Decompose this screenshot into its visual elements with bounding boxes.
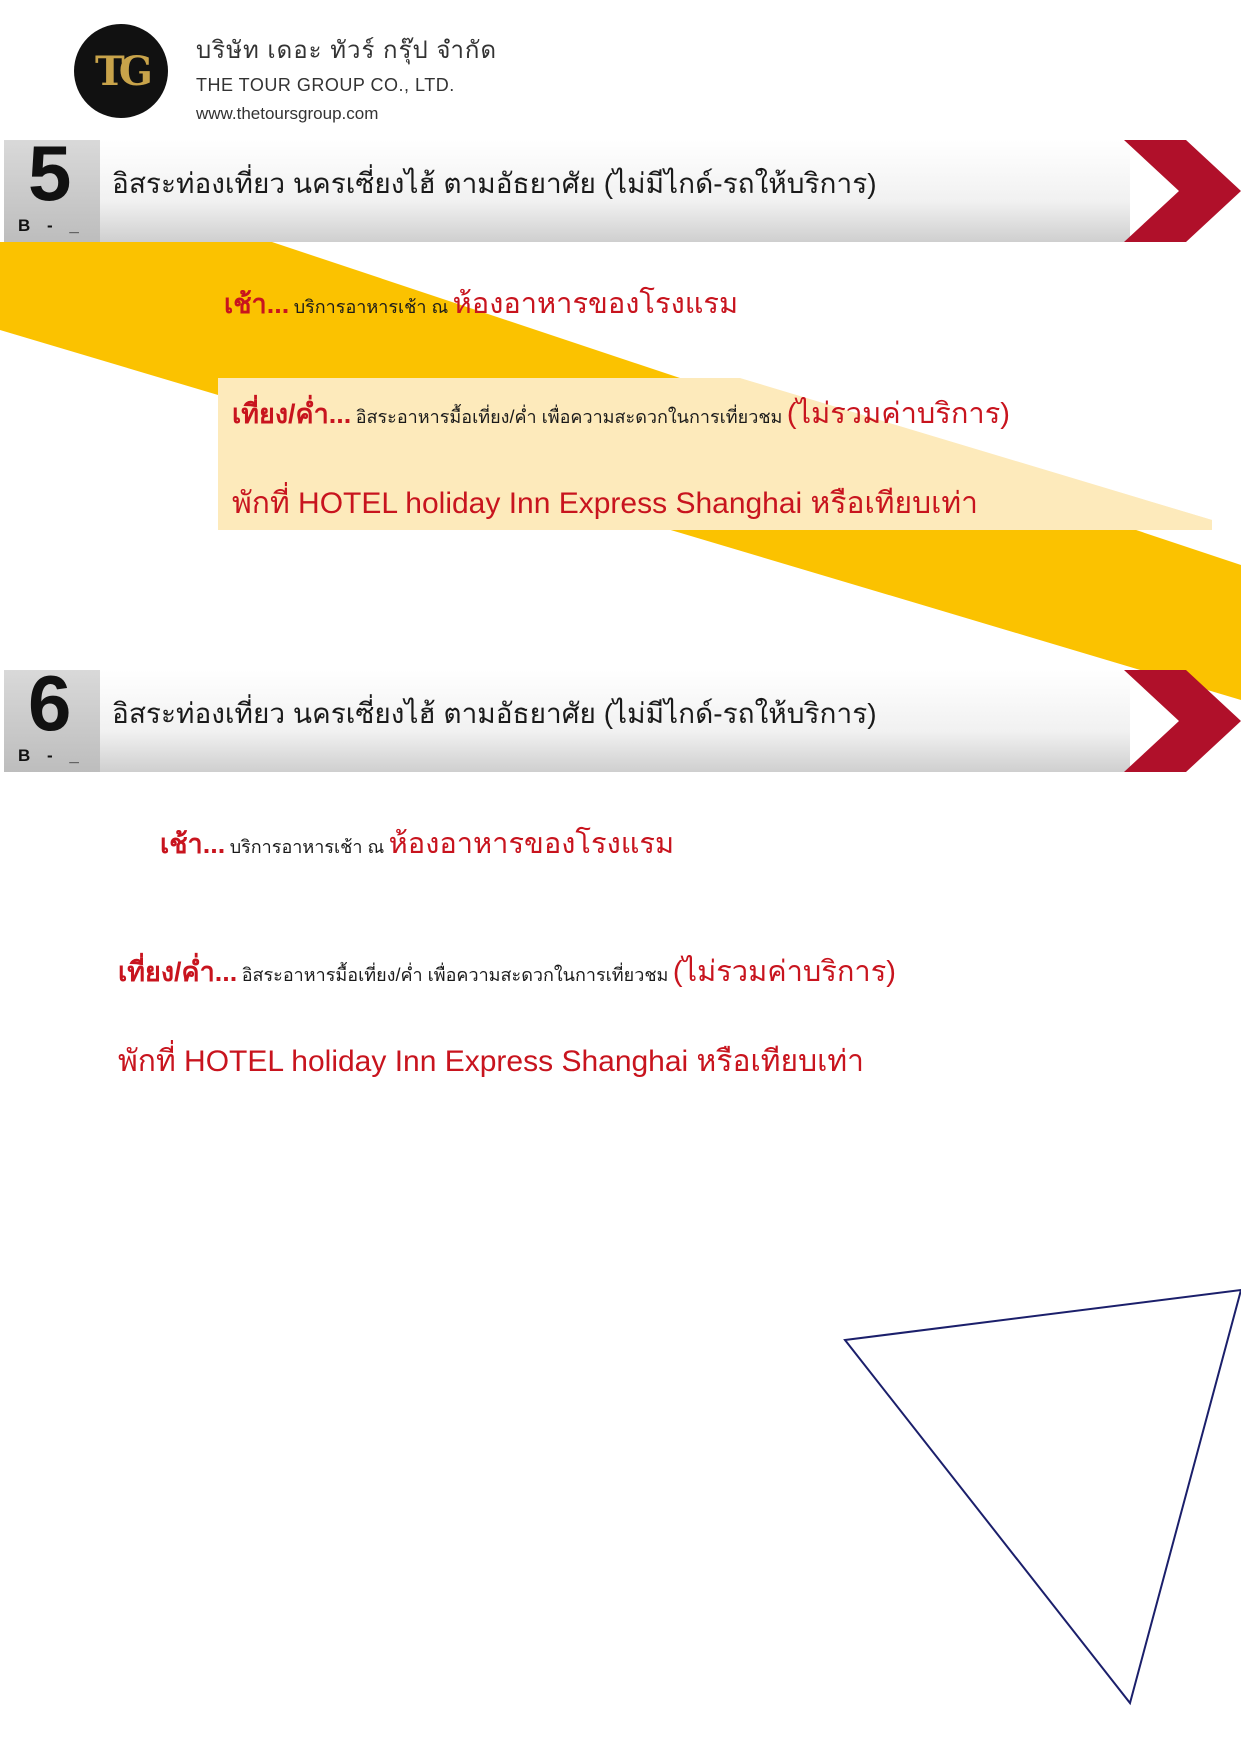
day-number-box bbox=[4, 129, 100, 242]
meal-label: เที่ยง/ค่ำ... bbox=[232, 399, 352, 429]
outline-triangle bbox=[845, 1290, 1241, 1703]
breakfast-line-6 bbox=[160, 820, 674, 866]
company-logo bbox=[74, 24, 168, 118]
breakfast-place: ห้องอาหารของโรงแรม bbox=[452, 288, 739, 320]
breakfast-text: บริการอาหารเช้า ณ bbox=[293, 297, 449, 317]
day-title: อิสระท่องเที่ยว นครเซี่ยงไฮ้ ตามอัธยาศัย (ไม่มีไกด์-รถให้บริการ) bbox=[112, 698, 877, 729]
day-number: 6 bbox=[28, 659, 72, 747]
breakfast-label: เช้า... bbox=[224, 289, 290, 319]
day-banner-5 bbox=[4, 129, 1241, 242]
breakfast-label: เช้า... bbox=[160, 829, 226, 859]
meal-text: อิสระอาหารมื้อเที่ยง/ค่ำ เพื่อความสะดวกในการเที่ยวชม bbox=[355, 407, 783, 427]
company-name-en: THE TOUR GROUP CO., LTD. bbox=[196, 75, 455, 95]
breakfast-text: บริการอาหารเช้า ณ bbox=[229, 837, 385, 857]
meal-line-6 bbox=[118, 948, 896, 994]
meal-note: (ไม่รวมค่าบริการ) bbox=[786, 398, 1010, 430]
day-meal-code: B - _ bbox=[18, 746, 85, 765]
hotel-line-5: พักที่ HOTEL holiday Inn Express Shanghai หรือเทียบเท่า bbox=[232, 487, 978, 520]
meal-note: (ไม่รวมค่าบริการ) bbox=[672, 956, 896, 988]
company-name-th: บริษัท เดอะ ทัวร์ กรุ๊ป จำกัด bbox=[196, 37, 498, 64]
hotel-line-6: พักที่ HOTEL holiday Inn Express Shanghai หรือเทียบเท่า bbox=[118, 1045, 864, 1078]
meal-line-5 bbox=[232, 390, 1010, 436]
day-banner-6 bbox=[4, 659, 1241, 772]
meal-text: อิสระอาหารมื้อเที่ยง/ค่ำ เพื่อความสะดวกในการเที่ยวชม bbox=[241, 965, 669, 985]
logo-mark: TG bbox=[95, 47, 147, 95]
company-info bbox=[196, 30, 497, 124]
chevron-right-icon bbox=[1124, 140, 1241, 242]
day-number-box bbox=[4, 659, 100, 772]
company-website[interactable]: www.thetoursgroup.com bbox=[196, 104, 379, 123]
day-number: 5 bbox=[28, 129, 72, 217]
day-title: อิสระท่องเที่ยว นครเซี่ยงไฮ้ ตามอัธยาศัย (ไม่มีไกด์-รถให้บริการ) bbox=[112, 168, 877, 199]
chevron-right-icon bbox=[1124, 670, 1241, 772]
breakfast-place: ห้องอาหารของโรงแรม bbox=[388, 828, 675, 860]
breakfast-line-5 bbox=[224, 280, 738, 326]
meal-label: เที่ยง/ค่ำ... bbox=[118, 957, 238, 987]
day-meal-code: B - _ bbox=[18, 216, 85, 235]
